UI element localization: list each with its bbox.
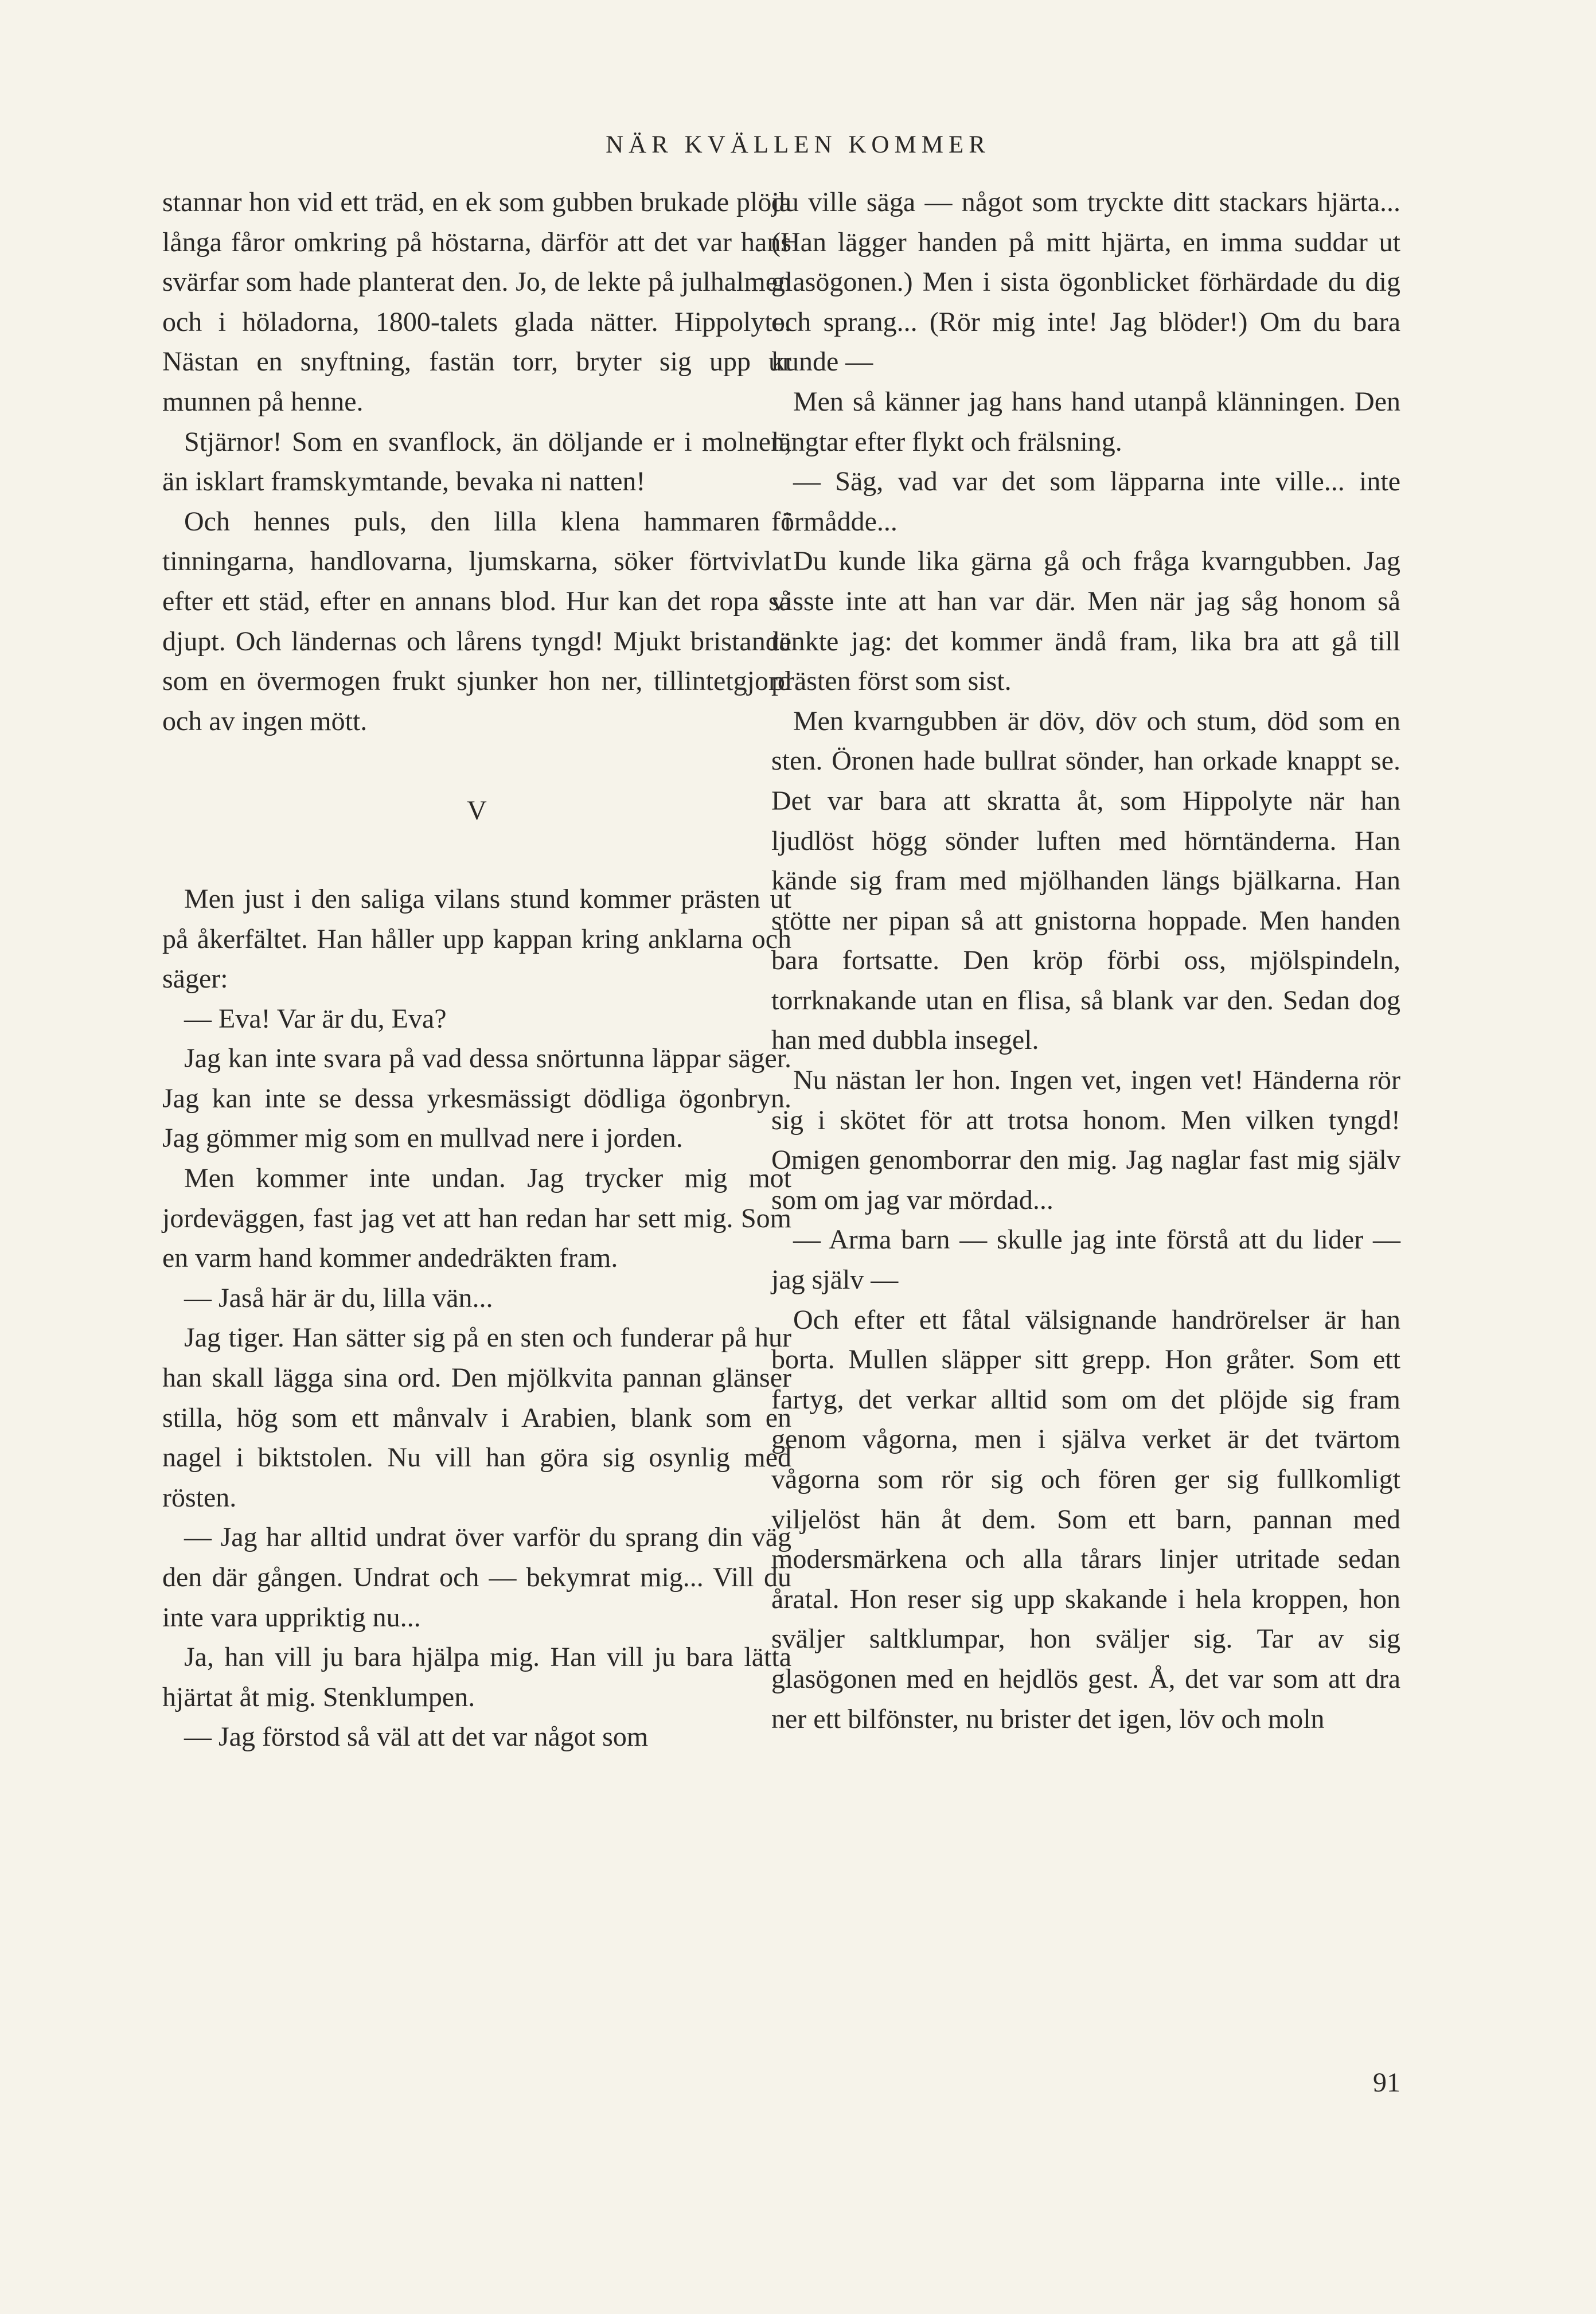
- paragraph: Men kvarngubben är döv, döv och stum, död som en sten. Öronen hade bullrat sönder, han orkade knappt se. Det var bara att skratta åt, som Hippolyte när han ljudlöst högg sönder luften med hörntänderna. Han kände sig fram med mjölhanden längs bjälkarna. Han stötte ner pipan så att gnistorna hoppade. Men handen bara fortsatte. Den kröp förbi oss, mjölspindeln, torrknakande utan en flisa, så blank var den. Sedan dog han med dubbla insegel.: [771, 705, 1400, 1056]
- paragraph: stannar hon vid ett träd, en ek som gubben brukade plöja långa fåror omkring på höstarna, därför att det var hans svärfar som hade planterat den. Jo, de lekte på julhalmen och i höladorna, 1800-talets glada nätter. Hippolyte. Nästan en snyftning, fastän torr, bryter sig upp ur munnen på henne.: [162, 187, 791, 417]
- left-column: [162, 182, 791, 1757]
- paragraph: Nu nästan ler hon. Ingen vet, ingen vet! Händerna rör sig i skötet för att trotsa honom. Men vilken tyngd! Omigen genomborrar den mig. Jag naglar fast mig själv som om jag var mördad...: [771, 1065, 1400, 1215]
- paragraph: Men kommer inte undan. Jag trycker mig mot jordeväggen, fast jag vet att han redan har sett mig. Som en varm hand kommer andedräkten fram.: [162, 1163, 791, 1274]
- paragraph: Men just i den saliga vilans stund kommer prästen ut på åkerfältet. Han håller upp kappan kring anklarna och säger:: [162, 883, 791, 994]
- paragraph: Ja, han vill ju bara hjälpa mig. Han vill ju bara lätta hjärtat åt mig. Stenklumpen.: [162, 1642, 791, 1712]
- paragraph: — Jag har alltid undrat över varför du sprang din väg den där gången. Undrat och — bekymrat mig... Vill du inte vara uppriktig nu...: [162, 1522, 791, 1633]
- paragraph: — Arma barn — skulle jag inte förstå att du lider — jag själv —: [771, 1224, 1400, 1295]
- paragraph: Och hennes puls, den lilla klena hammaren i tinningarna, handlovarna, ljumskarna, söker förtvivlat efter ett städ, efter en annans blod. Hur kan det ropa så djupt. Och ländernas och lårens tyngd! Mjukt bristande som en övermogen frukt sjunker hon ner, tillintetgjord och av ingen mött.: [162, 506, 791, 736]
- right-column: [771, 182, 1400, 1739]
- paragraph: Men så känner jag hans hand utanpå klänningen. Den längtar efter flykt och frälsning.: [771, 386, 1400, 457]
- paragraph: Stjärnor! Som en svanflock, än döljande er i molnen, än isklart framskymtande, bevaka ni natten!: [162, 426, 791, 497]
- paragraph: — Jag förstod så väl att det var något som: [184, 1722, 649, 1753]
- paragraph: — Jaså här är du, lilla vän...: [184, 1282, 493, 1313]
- paragraph: Du kunde lika gärna gå och fråga kvarngubben. Jag visste inte att han var där. Men när jag såg honom så tänkte jag: det kommer ändå fram, lika bra att gå till prästen först som sist.: [771, 546, 1400, 697]
- paragraph: Jag kan inte svara på vad dessa snörtunna läppar säger. Jag kan inte se dessa yrkesmässigt dödliga ögonbryn. Jag gömmer mig som en mullvad nere i jorden.: [162, 1043, 791, 1154]
- paragraph: — Säg, vad var det som läpparna inte ville... inte förmådde...: [771, 466, 1400, 537]
- paragraph: — Eva! Var är du, Eva?: [184, 1003, 447, 1034]
- paragraph: du ville säga — något som tryckte ditt stackars hjärta... (Han lägger handen på mitt hjärta, en imma suddar ut glasögonen.) Men i sista ögonblicket förhärdade du dig och sprang... (Rör mig inte! Jag blöder!) Om du bara kunde —: [771, 187, 1400, 377]
- section-heading: V: [467, 795, 487, 826]
- running-title: NÄR KVÄLLEN KOMMER: [606, 131, 990, 158]
- paragraph: Och efter ett fåtal välsignande handrörelser är han borta. Mullen släpper sitt grepp. Hon gråter. Som ett fartyg, det verkar alltid som om det plöjde sig fram genom vågorna, men i själva verket är det tvärtom vågorna som rör sig och fören ger sig fullkomligt viljelöst hän åt dem. Som ett barn, pannan med modersmärkena och alla tårars linjer utritade sedan åratal. Hon reser sig upp skakande i hela kroppen, hon sväljer saltklumpar, hon sväljer sig. Tar av sig glasögonen med en hejdlös gest. Å, det var som att dra ner ett bilfönster, nu brister det igen, löv och moln: [771, 1304, 1400, 1734]
- page-number: 91: [1373, 2067, 1400, 2098]
- paragraph: Jag tiger. Han sätter sig på en sten och funderar på hur han skall lägga sina ord. Den mjölkvita pannan glänser stilla, hög som ett månvalv i Arabien, blank som en nagel i biktstolen. Nu vill han göra sig osynlig med rösten.: [162, 1322, 791, 1513]
